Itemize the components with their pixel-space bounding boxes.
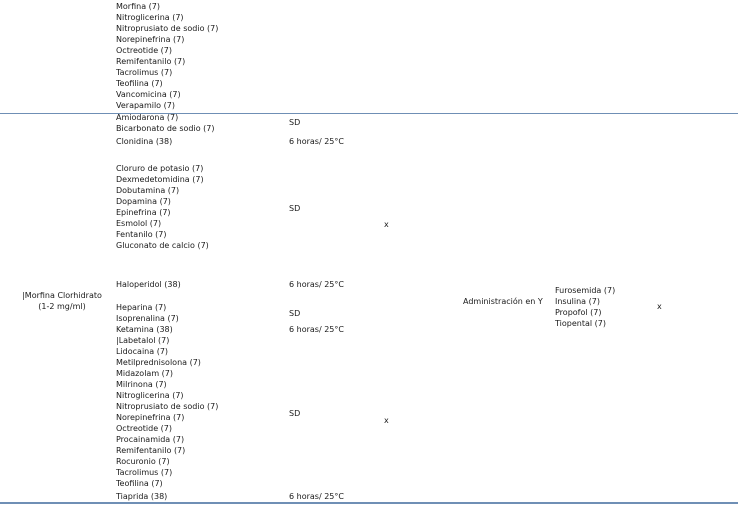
administration-mode: Administración en Y (463, 297, 543, 306)
drug-item: Fentanilo (7) (116, 230, 167, 239)
drug-item: Octreotide (7) (116, 46, 172, 55)
compat-mark-a: x (384, 220, 389, 229)
drug-name: |Morfina Clorhidrato (22, 291, 102, 300)
drug-item: Remifentanilo (7) (116, 446, 186, 455)
drug-item: Nitroprusiato de sodio (7) (116, 24, 219, 33)
drug-item: Nitroglicerina (7) (116, 391, 184, 400)
compat-mark-b: x (384, 416, 389, 425)
drug-item: Haloperidol (38) (116, 280, 181, 289)
drug-item: Ketamina (38) (116, 325, 173, 334)
drug-item: Bicarbonato de sodio (7) (116, 124, 215, 133)
top-drug-list (116, 1, 218, 111)
drug-item: Heparina (7) (116, 303, 167, 312)
stability-6: 6 horas/ 25°C (289, 325, 344, 334)
stability-1: SD (289, 118, 301, 127)
compatible-group-2 (116, 136, 172, 147)
drug-item: Dobutamina (7) (116, 186, 180, 195)
drug-item: Dexmedetomidina (7) (116, 175, 204, 184)
drug-item: Propofol (7) (555, 308, 602, 317)
compatible-group-1 (116, 112, 215, 134)
drug-item: Lidocaina (7) (116, 347, 169, 356)
drug-item: Nitroglicerina (7) (116, 13, 184, 22)
incompatible-list (555, 285, 615, 329)
stability-5: SD (289, 309, 301, 318)
table-bottom-border (0, 502, 738, 504)
compatible-group-7 (116, 335, 218, 489)
drug-item: Clonidina (38) (116, 137, 173, 146)
drug-item: Norepinefrina (7) (116, 413, 185, 422)
compatible-group-8 (116, 491, 167, 502)
drug-item: Octreotide (7) (116, 424, 172, 433)
drug-item: Isoprenalina (7) (116, 314, 179, 323)
drug-item: Gluconato de calcio (7) (116, 241, 209, 250)
stability-3: SD (289, 204, 301, 213)
drug-item: Epinefrina (7) (116, 208, 171, 217)
drug-item: Nitroprusiato de sodio (7) (116, 402, 219, 411)
row-divider (0, 113, 738, 114)
drug-item: Teofilina (7) (116, 79, 163, 88)
drug-item: Verapamilo (7) (116, 101, 175, 110)
drug-item: Tiaprida (38) (116, 492, 168, 501)
stability-2: 6 horas/ 25°C (289, 137, 344, 146)
stability-4: 6 horas/ 25°C (289, 280, 344, 289)
compatible-group-3 (116, 163, 209, 251)
drug-item: Dopamina (7) (116, 197, 171, 206)
drug-item: Tacrolimus (7) (116, 468, 173, 477)
drug-item: Metilprednisolona (7) (116, 358, 201, 367)
stability-7: SD (289, 409, 301, 418)
drug-item: Vancomicina (7) (116, 90, 181, 99)
compatible-group-4 (116, 279, 181, 290)
drug-concentration: (1-2 mg/ml) (38, 302, 86, 311)
stability-8: 6 horas/ 25°C (289, 492, 344, 501)
drug-item: Remifentanilo (7) (116, 57, 186, 66)
drug-item: Teofilina (7) (116, 479, 163, 488)
drug-item: Tiopental (7) (555, 319, 606, 328)
drug-item: Milrinona (7) (116, 380, 167, 389)
incompat-mark: x (657, 302, 662, 311)
compatible-group-6 (116, 324, 173, 335)
drug-item: Midazolam (7) (116, 369, 173, 378)
compatible-group-5 (116, 302, 179, 324)
drug-item: |Labetalol (7) (116, 336, 170, 345)
drug-item: Amiodarona (7) (116, 113, 179, 122)
drug-item: Furosemida (7) (555, 286, 616, 295)
drug-item: Rocuronio (7) (116, 457, 170, 466)
drug-item: Procainamida (7) (116, 435, 185, 444)
drug-item: Esmolol (7) (116, 219, 162, 228)
drug-item: Tacrolimus (7) (116, 68, 173, 77)
drug-item: Insulina (7) (555, 297, 600, 306)
drug-item: Morfina (7) (116, 2, 160, 11)
drug-item: Cloruro de potasio (7) (116, 164, 204, 173)
drug-item: Norepinefrina (7) (116, 35, 185, 44)
